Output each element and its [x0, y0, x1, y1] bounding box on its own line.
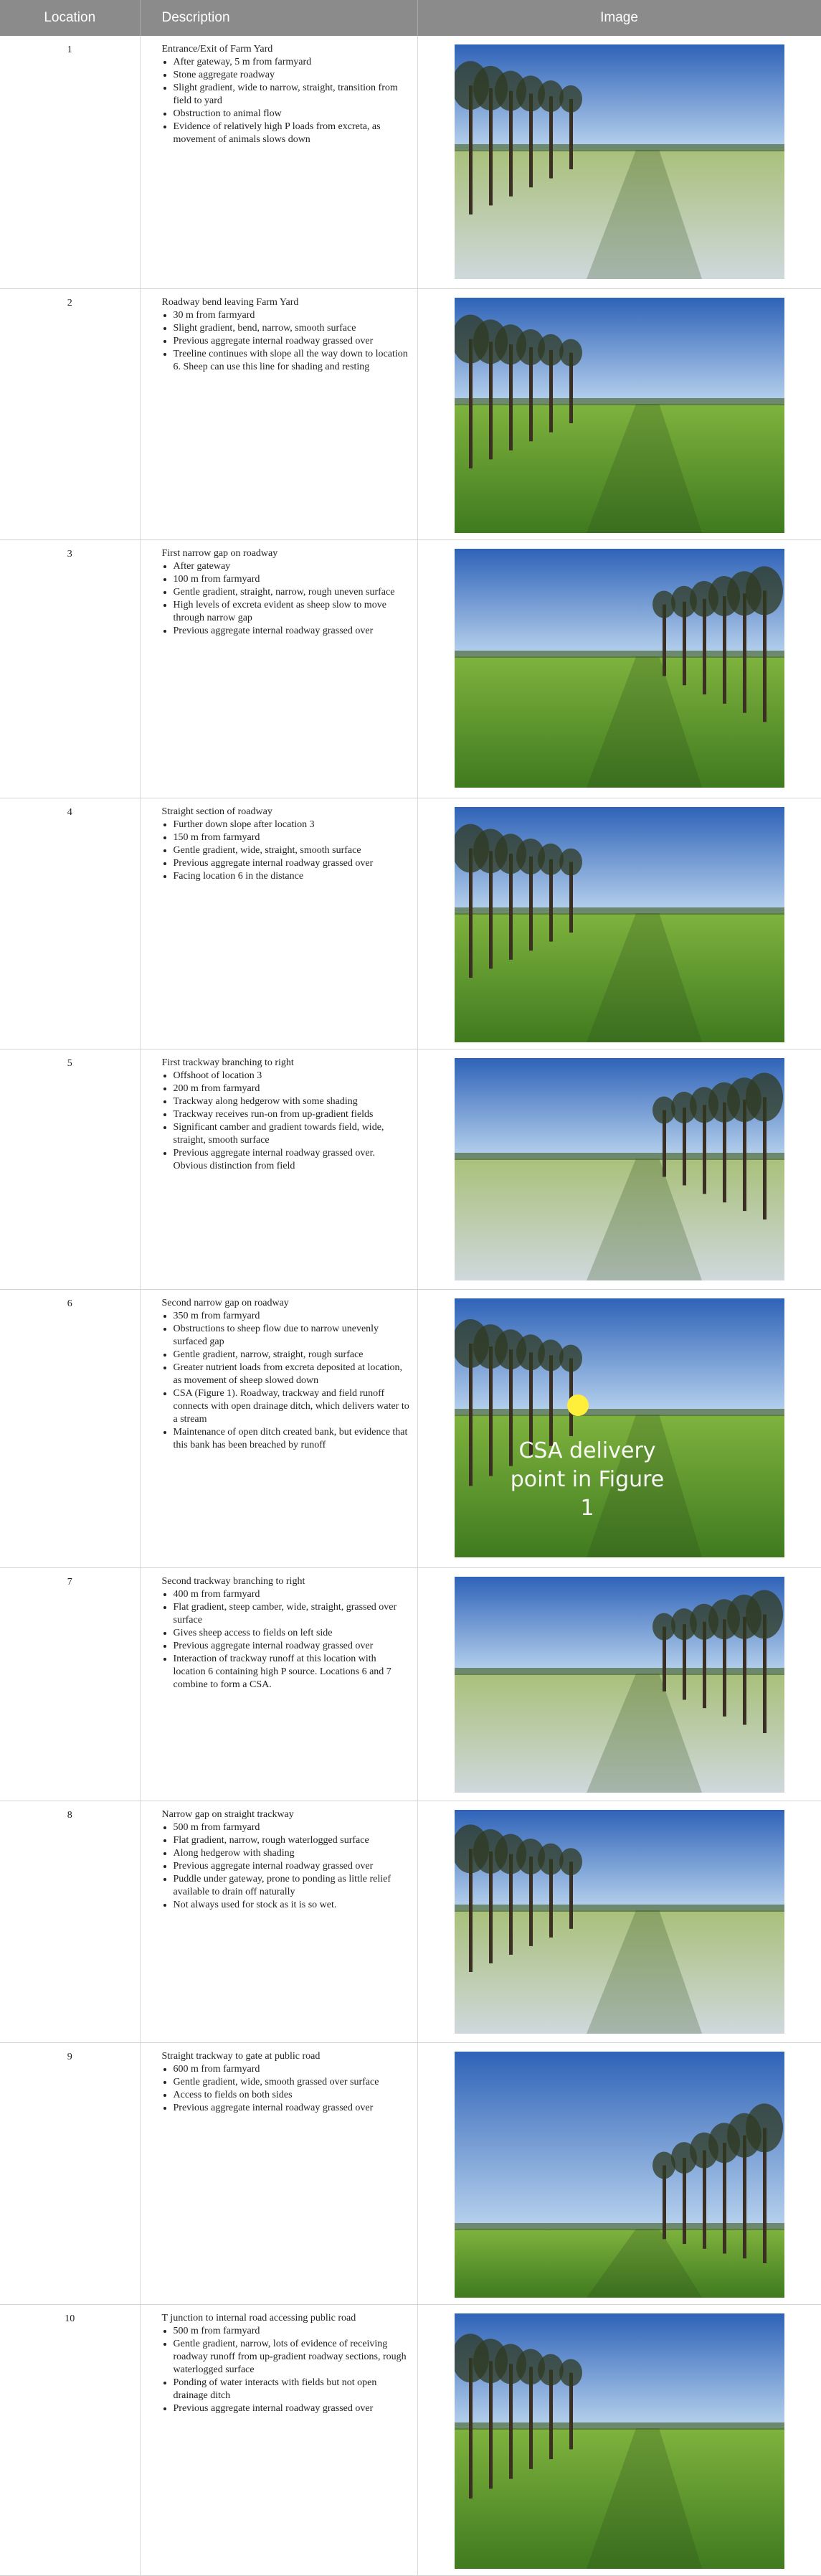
- description-bullet: • Previous aggregate internal roadway grassed over: [174, 625, 410, 638]
- csa-overlay-text: 1: [579, 1495, 594, 1521]
- description-bullet: • 500 m from farmyard: [174, 1821, 410, 1834]
- table-row: [0, 539, 821, 798]
- description-bullet: • Evidence of relatively high P loads from excreta, as movement of animals slows down: [174, 121, 410, 146]
- description-bullet: • Treeline continues with slope all the way down to location 6. Sheep can use this line for shading and resting: [174, 348, 410, 374]
- description-bullets: [162, 1588, 410, 1692]
- location-description: [140, 2042, 417, 2304]
- location-photo: [455, 1577, 784, 1793]
- location-number: 1: [0, 36, 140, 288]
- location-number: 3: [0, 539, 140, 798]
- description-bullet: • Stone aggregate roadway: [174, 69, 410, 82]
- description-bullet: • Previous aggregate internal roadway grassed over: [174, 1640, 410, 1653]
- description-bullet: • Not always used for stock as it is so wet.: [174, 1899, 410, 1912]
- location-photo: [455, 1810, 784, 2034]
- table-row: [0, 1049, 821, 1289]
- csa-overlay-text: CSA delivery: [518, 1438, 656, 1463]
- location-image-cell: [417, 1801, 821, 2042]
- table-row: [0, 1289, 821, 1567]
- table-body: [0, 36, 821, 2575]
- location-image-cell: [417, 1567, 821, 1801]
- description-bullet: • Access to fields on both sides: [174, 2089, 410, 2102]
- location-description: [140, 539, 417, 798]
- description-bullet: • Significant camber and gradient towards field, wide, straight, smooth surface: [174, 1121, 410, 1147]
- photo-tree-crown: [559, 848, 582, 875]
- location-description: [140, 1801, 417, 2042]
- description-bullets: [162, 1310, 410, 1452]
- description-bullet: • Facing location 6 in the distance: [174, 870, 410, 883]
- location-number: 5: [0, 1049, 140, 1289]
- location-image-cell: [417, 1049, 821, 1289]
- location-photo: [455, 298, 784, 533]
- header-location: Location: [0, 0, 140, 36]
- location-image-cell: [417, 539, 821, 798]
- location-image-cell: [417, 1289, 821, 1567]
- description-bullets: [162, 2325, 410, 2415]
- description-bullet: • Trackway along hedgerow with some shading: [174, 1095, 410, 1108]
- photo-distant-hedge: [455, 907, 784, 915]
- location-photo: [455, 1298, 784, 1557]
- description-bullets: [162, 1070, 410, 1173]
- location-photo: [455, 2052, 784, 2298]
- description-bullets: [162, 1821, 410, 1912]
- description-title: Second narrow gap on roadway: [161, 1297, 289, 1308]
- description-bullet: • Maintenance of open ditch created bank, but evidence that this bank has been breached by runoff: [174, 1426, 410, 1452]
- description-title: Straight section of roadway: [161, 806, 272, 817]
- description-bullet: • Trackway receives run-on from up-gradient fields: [174, 1108, 410, 1121]
- description-bullet: • Ponding of water interacts with fields but not open drainage ditch: [174, 2377, 410, 2402]
- description-bullet: • Gentle gradient, narrow, straight, rough surface: [174, 1349, 410, 1362]
- description-bullets: [162, 560, 410, 638]
- description-bullet: • Gentle gradient, wide, straight, smooth surface: [174, 844, 410, 857]
- description-bullet: • Gentle gradient, wide, smooth grassed over surface: [174, 2076, 410, 2089]
- photo-tree-crown: [652, 2151, 675, 2179]
- description-bullet: • Further down slope after location 3: [174, 818, 410, 831]
- photo-distant-hedge: [455, 1668, 784, 1675]
- photo-tree-crown: [652, 1613, 675, 1640]
- description-bullet: • Gives sheep access to fields on left side: [174, 1627, 410, 1640]
- description-bullet: • Interaction of trackway runoff at this location with location 6 containing high P source. Locations 6 and 7 combine to form a CSA.: [174, 1653, 410, 1692]
- description-title: T junction to internal road accessing public road: [161, 2312, 356, 2323]
- location-number: 4: [0, 798, 140, 1049]
- description-bullet: • After gateway, 5 m from farmyard: [174, 56, 410, 69]
- location-photo: [455, 2313, 784, 2569]
- description-bullet: • Slight gradient, wide to narrow, straight, transition from field to yard: [174, 82, 410, 108]
- description-bullet: • 500 m from farmyard: [174, 2325, 410, 2338]
- description-bullet: • After gateway: [174, 560, 410, 573]
- description-bullet: • Previous aggregate internal roadway grassed over: [174, 2102, 410, 2115]
- description-bullet: • Puddle under gateway, prone to ponding as little relief available to drain off naturally: [174, 1873, 410, 1899]
- description-bullet: • Previous aggregate internal roadway grassed over. Obvious distinction from field: [174, 1147, 410, 1173]
- location-number: 2: [0, 288, 140, 539]
- photo-distant-hedge: [455, 2422, 784, 2430]
- description-title: First narrow gap on roadway: [161, 547, 278, 559]
- description-bullet: • High levels of excreta evident as sheep slow to move through narrow gap: [174, 599, 410, 625]
- description-bullet: • Gentle gradient, straight, narrow, rough uneven surface: [174, 586, 410, 599]
- description-bullet: • Slight gradient, bend, narrow, smooth surface: [174, 322, 410, 335]
- header-image: Image: [417, 0, 821, 36]
- location-description: [140, 2304, 417, 2575]
- location-description: [140, 288, 417, 539]
- description-bullet: • Gentle gradient, narrow, lots of evidence of receiving roadway runoff from up-gradient roadway sections, rough waterlogged surface: [174, 2338, 410, 2377]
- location-number: 9: [0, 2042, 140, 2304]
- description-bullet: • 100 m from farmyard: [174, 573, 410, 586]
- header-description: Description: [140, 0, 417, 36]
- location-image-cell: [417, 288, 821, 539]
- photo-tree-crown: [652, 590, 675, 618]
- photo-distant-hedge: [455, 651, 784, 658]
- location-image-cell: [417, 2304, 821, 2575]
- description-bullets: [162, 2063, 410, 2115]
- photo-distant-hedge: [455, 2223, 784, 2230]
- description-bullet: • Offshoot of location 3: [174, 1070, 410, 1082]
- photo-tree-crown: [559, 339, 582, 366]
- description-bullet: • 400 m from farmyard: [174, 1588, 410, 1601]
- table-row: [0, 1801, 821, 2042]
- description-bullet: • Previous aggregate internal roadway grassed over: [174, 335, 410, 348]
- description-title: Straight trackway to gate at public road: [161, 2050, 321, 2062]
- photo-tree-crown: [559, 1848, 582, 1875]
- description-bullet: • CSA (Figure 1). Roadway, trackway and field runoff connects with open drainage ditch, which delivers water to a stream: [174, 1387, 410, 1426]
- photo-distant-hedge: [455, 398, 784, 405]
- table-row: [0, 798, 821, 1049]
- location-description: [140, 1567, 417, 1801]
- photo-tree-crown: [559, 85, 582, 113]
- description-title: Second trackway branching to right: [161, 1575, 305, 1587]
- description-bullet: • Obstruction to animal flow: [174, 108, 410, 121]
- description-bullet: • 350 m from farmyard: [174, 1310, 410, 1323]
- table-row: [0, 1567, 821, 1801]
- location-image-cell: [417, 798, 821, 1049]
- description-bullets: [162, 818, 410, 883]
- location-photo: [455, 1058, 784, 1280]
- location-description: [140, 36, 417, 288]
- location-number: 10: [0, 2304, 140, 2575]
- description-bullet: • Obstructions to sheep flow due to narrow unevenly surfaced gap: [174, 1323, 410, 1349]
- location-photo: [455, 807, 784, 1042]
- photo-distant-hedge: [455, 1409, 784, 1416]
- description-bullet: • Along hedgerow with shading: [174, 1847, 410, 1860]
- description-title: Narrow gap on straight trackway: [161, 1808, 294, 1820]
- photo-tree-crown: [559, 2359, 582, 2386]
- description-bullet: • Flat gradient, steep camber, wide, straight, grassed over surface: [174, 1601, 410, 1627]
- location-image-cell: [417, 2042, 821, 2304]
- description-title: First trackway branching to right: [161, 1057, 294, 1068]
- table-row: [0, 288, 821, 539]
- photo-distant-hedge: [455, 1153, 784, 1160]
- description-bullet: • Previous aggregate internal roadway grassed over: [174, 1860, 410, 1873]
- location-number: 7: [0, 1567, 140, 1801]
- csa-overlay-text: point in Figure: [510, 1466, 664, 1492]
- location-description: [140, 1289, 417, 1567]
- photo-distant-hedge: [455, 144, 784, 151]
- description-title: Roadway bend leaving Farm Yard: [161, 296, 299, 308]
- description-bullet: • Previous aggregate internal roadway grassed over: [174, 2402, 410, 2415]
- description-bullets: [162, 56, 410, 146]
- description-bullet: • Flat gradient, narrow, rough waterlogged surface: [174, 1834, 410, 1847]
- description-bullet: • 30 m from farmyard: [174, 309, 410, 322]
- location-description: [140, 798, 417, 1049]
- location-description: [140, 1049, 417, 1289]
- location-number: 8: [0, 1801, 140, 2042]
- description-bullet: • 150 m from farmyard: [174, 831, 410, 844]
- location-photo: [455, 549, 784, 788]
- description-title: Entrance/Exit of Farm Yard: [161, 44, 273, 55]
- description-bullet: • Greater nutrient loads from excreta deposited at location, as movement of sheep slowed down: [174, 1362, 410, 1387]
- description-bullet: • Previous aggregate internal roadway grassed over: [174, 857, 410, 870]
- photo-distant-hedge: [455, 1905, 784, 1912]
- location-number: 6: [0, 1289, 140, 1567]
- table-row: [0, 36, 821, 288]
- photo-tree-crown: [559, 1344, 582, 1372]
- description-bullet: • 200 m from farmyard: [174, 1082, 410, 1095]
- table-row: [0, 2304, 821, 2575]
- location-image-cell: [417, 36, 821, 288]
- table-row: [0, 2042, 821, 2304]
- table-header-row: [0, 0, 821, 36]
- description-bullets: [162, 309, 410, 374]
- csa-marker-dot: [567, 1395, 589, 1416]
- location-photo: [455, 44, 784, 279]
- description-bullet: • 600 m from farmyard: [174, 2063, 410, 2076]
- photo-tree-crown: [652, 1096, 675, 1123]
